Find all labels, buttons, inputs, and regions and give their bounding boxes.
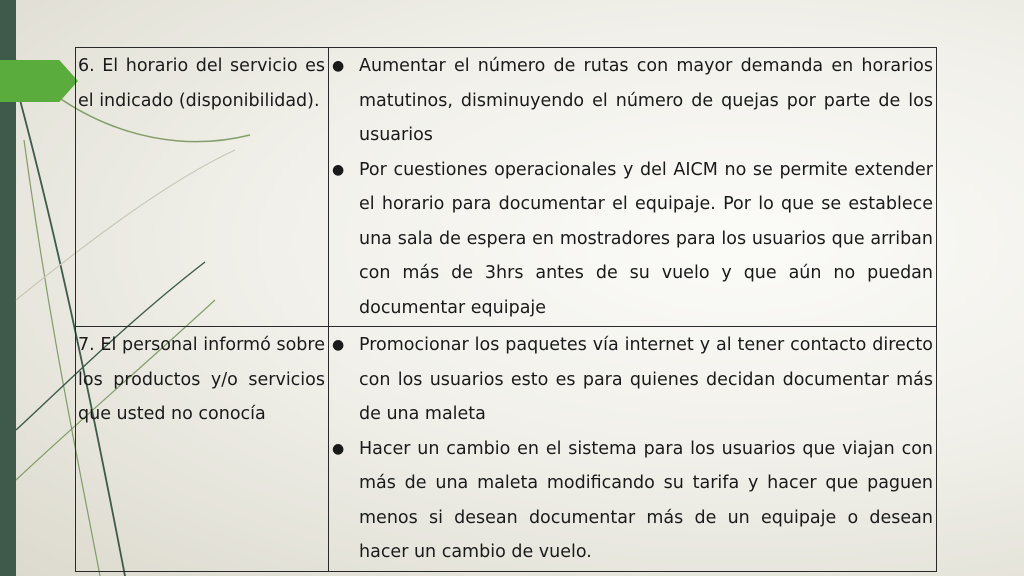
action-text: Hacer un cambio en el sistema para los usuarios que viajan con más de una maleta modificando su tarifa y hacer que paguen menos si desean documentar más de un equipaje o desean hacer un cambio de vuelo.	[359, 438, 933, 562]
criterion-cell: 6. El horario del servicio es el indicado (disponibilidad).	[76, 48, 329, 327]
criterion-cell: 7. El personal informó sobre los productos y/o servicios que usted no conocía	[76, 327, 329, 572]
action-text: Promocionar los paquetes vía internet y al tener contacto directo con los usuarios esto es para quienes decidan documentar más de una maleta	[359, 335, 933, 424]
bullet-icon: ●	[332, 337, 345, 353]
list-item	[329, 49, 933, 153]
table-row	[76, 327, 937, 572]
bullet-icon: ●	[332, 58, 345, 74]
table-row	[76, 48, 937, 327]
bullet-icon: ●	[332, 161, 345, 178]
actions-cell	[329, 327, 937, 572]
action-list	[329, 328, 933, 570]
evaluation-table	[75, 47, 937, 572]
action-list	[329, 49, 933, 325]
actions-cell	[329, 48, 937, 327]
list-item	[329, 432, 933, 570]
action-text: Aumentar el número de rutas con mayor demanda en horarios matutinos, disminuyendo el número de quejas por parte de los usuarios	[359, 56, 933, 145]
action-text: Por cuestiones operacionales y del AICM no se permite extender el horario para documentar el equipaje. Por lo que se establece una sala de espera en mostradores para los usuarios que arriban con más de 3hrs antes de su vuelo y que aún no puedan documentar equipaje	[359, 159, 933, 318]
list-item	[329, 153, 933, 326]
list-item	[329, 328, 933, 432]
bullet-icon: ●	[332, 440, 345, 457]
